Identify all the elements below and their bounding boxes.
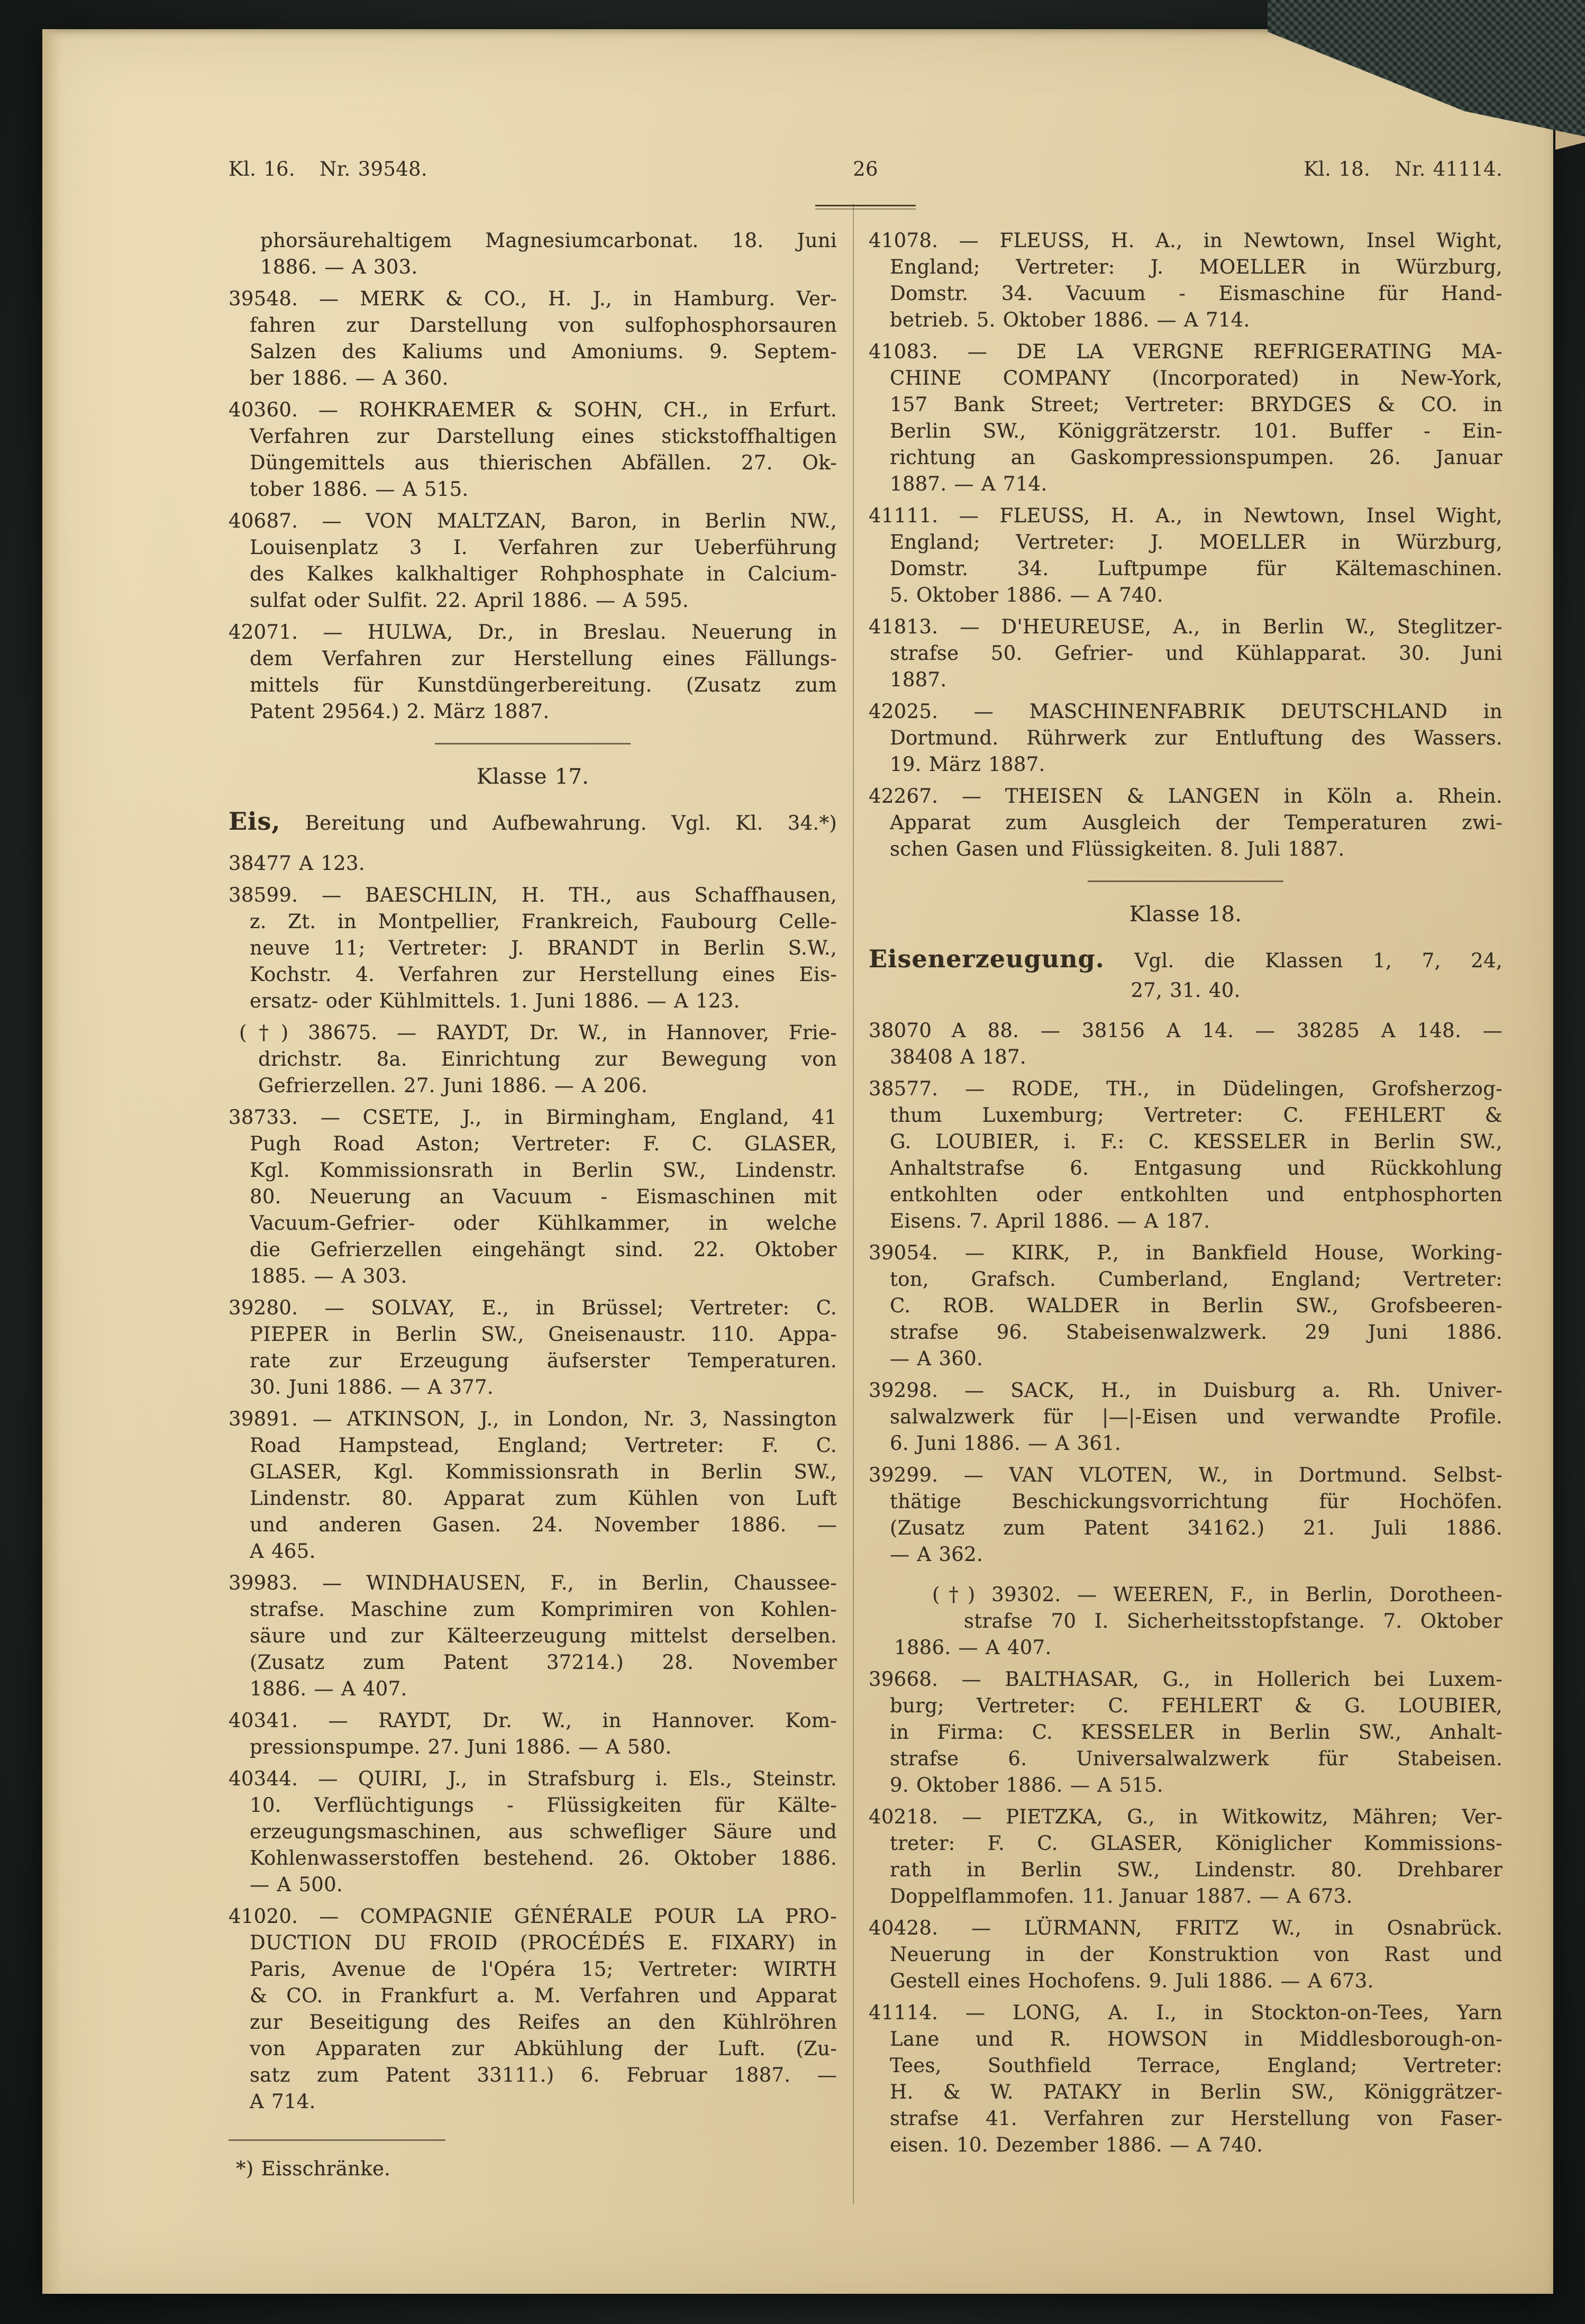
section-lead-heading [869,946,1502,1004]
text-line: Verfahren zur Darstellung eines stickstoffhaltigen [250,425,837,448]
text-line: (†) 39302. — WEEREN, F., in Berlin, Dorotheen- [932,1583,1502,1606]
text-line: 41114. — LONG, A. I., in Stockton-on-Tees, Yarn [869,2001,1502,2024]
patent-entry [869,228,1502,333]
header-right-number: Nr. 41114. [1395,158,1502,180]
text-line: England; Vertreter: J. MOELLER in Würzburg, [890,531,1502,553]
text-line: GLASER, Kgl. Kommissionsrath in Berlin SW., [250,1460,837,1483]
text-line: Salzen des Kaliums und Amoniums. 9. Septem- [250,340,837,363]
text-line: des Kalkes kalkhaltiger Rohphosphate in Calcium- [250,562,837,585]
text-line: rath in Berlin SW., Lindenstr. 80. Drehbarer [890,1858,1502,1881]
text-line: und anderen Gasen. 24. November 1886. — [250,1513,837,1536]
text-line: strafse 50. Gefrier- und Kühlapparat. 30. Juni [890,642,1502,665]
text-line: Domstr. 34. Vacuum - Eismaschine für Hand- [890,282,1502,305]
text-line: 39298. — SACK, H., in Duisburg a. Rh. Univer- [869,1379,1502,1402]
text-line: phorsäurehaltigem Magnesiumcarbonat. 18. Juni [260,229,837,252]
header-left-class: Kl. 16. [229,158,295,180]
text-line: 9. Oktober 1886. — A 515. [890,1774,1163,1796]
text-line: & CO. in Frankfurt a. M. Verfahren und Apparat [250,1984,837,2007]
text-line: Lindenstr. 80. Apparat zum Kühlen von Luft [250,1487,837,1510]
text-line: Eis, Bereitung und Aufbewahrung. Vgl. Kl. 34.*) [229,807,837,836]
text-line: 38070 A 88. — 38156 A 14. — 38285 A 148. — [869,1019,1502,1042]
text-line: PIEPER in Berlin SW., Gneisenaustr. 110. Appa- [250,1323,837,1346]
patent-entry [869,1462,1502,1568]
text-line: 41111. — FLEUSS, H. A., in Newtown, Insel Wight, [869,504,1502,527]
text-line: 1886. — A 407. [894,1636,1052,1659]
header-right [1304,156,1502,183]
patent-entry [869,1076,1502,1234]
patent-entry [869,1804,1502,1910]
text-line: salwalzwerk für |—|-Eisen und verwandte Profile. [890,1405,1502,1428]
text-line: 38599. — BAESCHLIN, H. TH., aus Schaffhausen, [229,884,837,906]
text-line: Neuerung in der Konstruktion von Rast und [890,1943,1502,1966]
page-header [229,156,1502,184]
patent-entry [229,1570,837,1702]
header-left-number: Nr. 39548. [319,158,427,180]
text-line: richtung an Gaskompressionspumpen. 26. Januar [890,446,1502,469]
patent-entry [869,1240,1502,1372]
text-line: 39054. — KIRK, P., in Bankfield House, Working- [869,1241,1502,1264]
header-left [229,156,427,183]
text-line: 1886. — A 407. [250,1677,407,1700]
text-line: Gefrierzellen. 27. Juni 1886. — A 206. [258,1074,648,1097]
text-line: 39891. — ATKINSON, J., in London, Nr. 3, Nassington [229,1408,837,1430]
patent-entry [869,2000,1502,2158]
text-line: thätige Beschickungsvorrichtung für Hochöfen. [890,1490,1502,1513]
text-line: rate zur Erzeugung äufserster Temperaturen. [250,1349,837,1372]
text-line: 40428. — LÜRMANN, FRITZ W., in Osnabrück. [869,1917,1502,1939]
patent-entry [229,1708,837,1760]
patent-entry [229,1295,837,1401]
text-line: 42071. — HULWA, Dr., in Breslau. Neuerung in [229,621,837,643]
text-line: sulfat oder Sulfit. 22. April 1886. — A 595. [250,589,689,612]
text-line: (Zusatz zum Patent 37214.) 28. November [250,1651,837,1674]
text-line: in Firma: C. KESSELER in Berlin SW., Anhalt- [890,1721,1502,1744]
text-line: Vacuum-Gefrier- oder Kühlkammer, in welche [250,1212,837,1234]
text-line: Louisenplatz 3 I. Verfahren zur Ueberführung [250,536,837,559]
column-divider-rule [853,204,854,2204]
text-line: 41813. — D'HEUREUSE, A., in Berlin W., Steglitzer- [869,615,1502,638]
text-line: strafse. Maschine zum Komprimiren von Kohlen- [250,1598,837,1621]
text-line: 42025. — MASCHINENFABRIK DEUTSCHLAND in [869,700,1502,723]
text-line: mittels für Kunstdüngerbereitung. (Zusatz zum [250,674,837,696]
text-line: 1887. [890,668,947,691]
text-line: tober 1886. — A 515. [250,478,469,501]
text-line: Pugh Road Aston; Vertreter: F. C. GLASER, [250,1132,837,1155]
text-line: Patent 29564.) 2. März 1887. [250,700,550,723]
text-line: strafse 41. Verfahren zur Herstellung von Faser- [890,2107,1502,2130]
patent-entry [229,882,837,1014]
text-line: 39299. — VAN VLOTEN, W., in Dortmund. Selbst- [869,1464,1502,1486]
text-line: Eisens. 7. April 1886. — A 187. [890,1210,1210,1232]
text-line: 19. März 1887. [890,753,1045,776]
text-line: erzeugungsmaschinen, aus schwefliger Säure und [250,1820,837,1843]
text-line: 38477 A 123. [229,852,365,875]
text-line: strafse 70 I. Sicherheitsstopfstange. 7. Oktober [964,1610,1502,1632]
text-line: 39668. — BALTHASAR, G., in Hollerich bei Luxem- [869,1668,1502,1691]
text-line: 30. Juni 1886. — A 377. [250,1376,494,1399]
paper-sheet [42,29,1553,2294]
text-line: drichstr. 8a. Einrichtung zur Bewegung von [258,1048,837,1070]
text-line: Road Hampstead, England; Vertreter: F. C. [250,1434,837,1457]
text-line: 38408 A 187. [890,1046,1026,1068]
text-line: ton, Grafsch. Cumberland, England; Vertreter: [890,1268,1502,1291]
text-line: 6. Juni 1886. — A 361. [890,1432,1122,1455]
patent-entry [229,1020,837,1099]
text-line: strafse 96. Stabeisenwalzwerk. 29 Juni 1886. [890,1321,1502,1343]
patent-entry [869,1582,1502,1661]
right-column [869,228,1502,2164]
text-line: die Gefrierzellen eingehängt sind. 22. Oktober [250,1238,837,1261]
patent-entry [229,619,837,725]
patent-entry [229,1903,837,2115]
text-line: 1885. — A 303. [250,1265,407,1287]
text-line: DUCTION DU FROID (PROCÉDÉS E. FIXARY) in [250,1931,837,1954]
text-line: ersatz- oder Kühlmittels. 1. Juni 1886. — A 123. [250,989,740,1012]
text-line: 27, 31. 40. [1131,979,1241,1002]
footnote-rule [229,2139,445,2141]
text-line: 39983. — WINDHAUSEN, F., in Berlin, Chaussee- [229,1572,837,1594]
text-line: strafse 6. Universalwalzwerk für Stabeisen. [890,1747,1502,1770]
text-line: Dortmund. Rührwerk zur Entluftung des Wassers. [890,727,1502,749]
text-line: — A 500. [250,1873,343,1896]
patent-entry [869,614,1502,693]
text-line: A 465. [250,1540,316,1563]
text-line: 40218. — PIETZKA, G., in Witkowitz, Mähren; Ver- [869,1805,1502,1828]
text-line: 40344. — QUIRI, J., in Strafsburg i. Els., Steinstr. [229,1767,837,1790]
text-line: 40360. — ROHKRAEMER & SOHN, CH., in Erfurt. [229,398,837,421]
text-line: — A 360. [890,1347,983,1370]
patent-entry [229,286,837,392]
text-line: entkohlten oder entkohlten und entphosphorten [890,1183,1502,1206]
section-divider-rule [435,743,631,745]
text-line: dem Verfahren zur Herstellung eines Fällungs- [250,647,837,670]
text-line: Anhaltstrafse 6. Entgasung und Rückkohlung [890,1157,1502,1179]
text-line: treter: F. C. GLASER, Königlicher Kommissions- [890,1832,1502,1855]
text-line: burg; Vertreter: C. FEHLERT & G. LOUBIER, [890,1694,1502,1717]
class-heading: Klasse 17. [476,765,589,789]
text-line: England; Vertreter: J. MOELLER in Würzburg, [890,256,1502,278]
patent-entry [229,397,837,503]
text-line: säure und zur Kälteerzeugung mittelst derselben. [250,1624,837,1647]
text-line: CHINE COMPANY (Incorporated) in New-York, [890,367,1502,389]
text-line: 41083. — DE LA VERGNE REFRIGERATING MA- [869,340,1502,363]
text-line: 10. Verflüchtigungs - Flüssigkeiten für Kälte- [250,1794,837,1817]
text-line: zur Beseitigung des Reifes an den Kühlröhren [250,2011,837,2033]
text-line: von Apparaten zur Abkühlung der Luft. (Zu- [250,2037,837,2060]
text-line: neuve 11; Vertreter: J. BRANDT in Berlin S.W., [250,937,837,959]
patent-entry [229,1104,837,1290]
text-line: 39548. — MERK & CO., H. J., in Hamburg. Ver- [229,287,837,310]
section-lead-heading [229,808,837,837]
text-line: 80. Neuerung an Vacuum - Eismaschinen mit [250,1185,837,1208]
text-line: 38733. — CSETE, J., in Birmingham, England, 41 [229,1106,837,1129]
text-block [869,1018,1502,1070]
text-line: fahren zur Darstellung von sulfophosphorsauren [250,314,837,337]
patent-entry [869,1377,1502,1457]
patent-entry [869,1915,1502,1994]
text-block [229,228,837,280]
text-line: 42267. — THEISEN & LANGEN in Köln a. Rhein. [869,785,1502,807]
text-line: (Zusatz zum Patent 34162.) 21. Juli 1886. [890,1517,1502,1539]
text-line: z. Zt. in Montpellier, Frankreich, Faubourg Celle- [250,910,837,933]
text-line: (†) 38675. — RAYDT, Dr. W., in Hannover, Frie- [239,1021,837,1044]
text-line: H. & W. PATAKY in Berlin SW., Königgrätzer- [890,2081,1502,2103]
header-right-class: Kl. 18. [1304,158,1371,180]
section-divider-rule [1088,880,1283,882]
patent-entry [869,503,1502,609]
text-line: pressionspumpe. 27. Juni 1886. — A 580. [250,1736,672,1758]
text-line: — A 362. [890,1543,983,1566]
text-line: 157 Bank Street; Vertreter: BRYDGES & CO. in [890,393,1502,416]
patent-entry [229,508,837,614]
text-line: Kohlenwasserstoffen bestehend. 26. Oktober 1886. [250,1847,837,1869]
text-line: Eisenerzeugung. Vgl. die Klassen 1, 7, 24, [869,945,1502,973]
text-line: 40687. — VON MALTZAN, Baron, in Berlin NW., [229,510,837,532]
text-line: thum Luxemburg; Vertreter: C. FEHLERT & [890,1104,1502,1127]
text-line: 38577. — RODE, TH., in Düdelingen, Grofsherzog- [869,1077,1502,1100]
text-line: betrieb. 5. Oktober 1886. — A 714. [890,308,1250,331]
text-line: Lane und R. HOWSON in Middlesborough-on- [890,2028,1502,2050]
patent-entry [229,1766,837,1898]
text-line: Tees, Southfield Terrace, England; Vertreter: [890,2054,1502,2077]
text-line: 1887. — A 714. [890,473,1047,495]
section-title: Eisenerzeugung. [869,945,1105,973]
text-line: eisen. 10. Dezember 1886. — A 740. [890,2134,1263,2156]
text-line: 39280. — SOLVAY, E., in Brüssel; Vertreter: C. [229,1296,837,1319]
text-line: 41020. — COMPAGNIE GÉNÉRALE POUR LA PRO- [229,1905,837,1928]
text-line: 41078. — FLEUSS, H. A., in Newtown, Insel Wight, [869,229,1502,252]
patent-entry [869,783,1502,863]
text-line: Berlin SW., Königgrätzerstr. 101. Buffer - Ein- [890,420,1502,442]
patent-entry [229,1406,837,1565]
text-line: 40341. — RAYDT, Dr. W., in Hannover. Kom- [229,1709,837,1732]
page-number-rule [815,205,916,210]
text-line: G. LOUBIER, i. F.: C. KESSELER in Berlin SW., [890,1130,1502,1153]
text-line: schen Gasen und Flüssigkeiten. 8. Juli 1887. [890,838,1345,860]
page-number: 26 [853,158,878,180]
text-line: 5. Oktober 1886. — A 740. [890,584,1163,606]
text-line: Apparat zum Ausgleich der Temperaturen zwi- [890,811,1502,834]
text-line: Gestell eines Hochofens. 9. Juli 1886. — A 673. [890,1969,1374,1992]
text-line: Domstr. 34. Luftpumpe für Kältemaschinen. [890,557,1502,580]
footnote-text: *) Eisschränke. [236,2157,391,2180]
text-line: Doppelflammofen. 11. Januar 1887. — A 673. [890,1885,1353,1908]
section-title: Eis, [229,807,281,836]
text-line: A 714. [250,2090,316,2113]
patent-entry [869,1666,1502,1799]
patent-entry [869,698,1502,778]
text-line: Paris, Avenue de l'Opéra 15; Vertreter: WIRTH [250,1958,837,1981]
text-line: satz zum Patent 33111.) 6. Februar 1887. — [250,2064,837,2086]
text-line: Kochstr. 4. Verfahren zur Herstellung eines Eis- [250,963,837,986]
text-line: C. ROB. WALDER in Berlin SW., Grofsbeeren- [890,1294,1502,1317]
left-column [229,228,837,2182]
text-line: ber 1886. — A 360. [250,367,449,389]
text-line: 1886. — A 303. [260,256,418,278]
patent-entry [869,339,1502,497]
text-block [229,850,837,877]
text-line: Düngemittels aus thierischen Abfällen. 27. Ok- [250,451,837,474]
text-line: Kgl. Kommissionsrath in Berlin SW., Lindenstr. [250,1159,837,1182]
class-heading: Klasse 18. [1129,902,1242,927]
